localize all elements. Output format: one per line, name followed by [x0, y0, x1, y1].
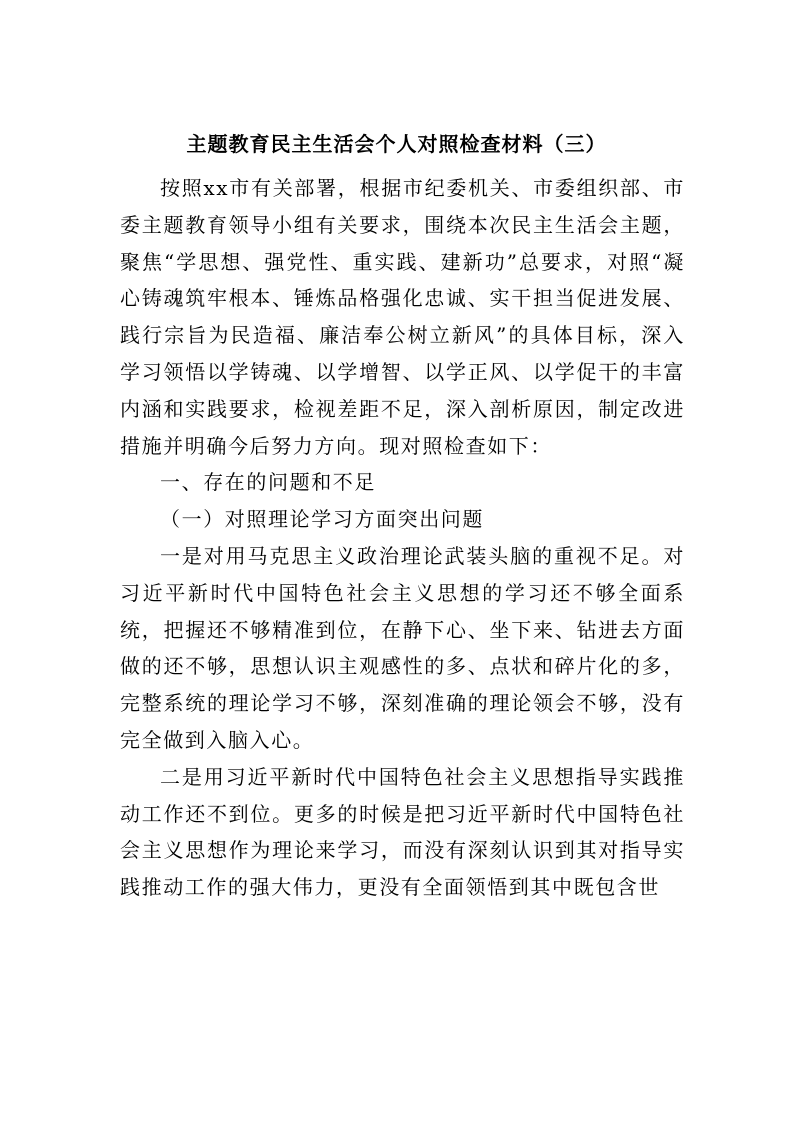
body-paragraph: 一是对用马克思主义政治理论武装头脑的重视不足。对习近平新时代中国特色社会主义思想的学习还不够全面系统，把握还不够精准到位，在静下心、坐下来、钻进去方面做的还不够，思想认识主观感性的多、点状和碎片化的多，完整系统的理论学习不够，深刻准确的理论领会不够，没有完全做到入脑入心。: [120, 543, 685, 752]
section-heading: 一、存在的问题和不足: [160, 470, 376, 495]
document-body: [120, 170, 685, 906]
document-title: 主题教育民主生活会个人对照检查材料（三）: [186, 132, 607, 156]
body-paragraph: 二是用习近平新时代中国特色社会主义思想指导实践推动工作还不到位。更多的时候是把习近平新时代中国特色社会主义思想作为理论来学习，而没有深刻认识到其对指导实践推动工作的强大伟力，更没有全面领悟到其中既包含世: [120, 764, 685, 900]
intro-paragraph: 按照xx市有关部署，根据市纪委机关、市委组织部、市委主题教育领导小组有关要求，围绕本次民主生活会主题，聚焦“学思想、强党性、重实践、建新功”总要求，对照“凝心铸魂筑牢根本、锤炼品格强化忠诚、实干担当促进发展、践行宗旨为民造福、廉洁奉公树立新风”的具体目标，深入学习领悟以学铸魂、以学增智、以学正风、以学促干的丰富内涵和实践要求，检视差距不足，深入剖析原因，制定改进措施并明确今后努力方向。现对照检查如下：: [120, 176, 685, 458]
subsection-heading: （一）对照理论学习方面突出问题: [160, 507, 484, 532]
